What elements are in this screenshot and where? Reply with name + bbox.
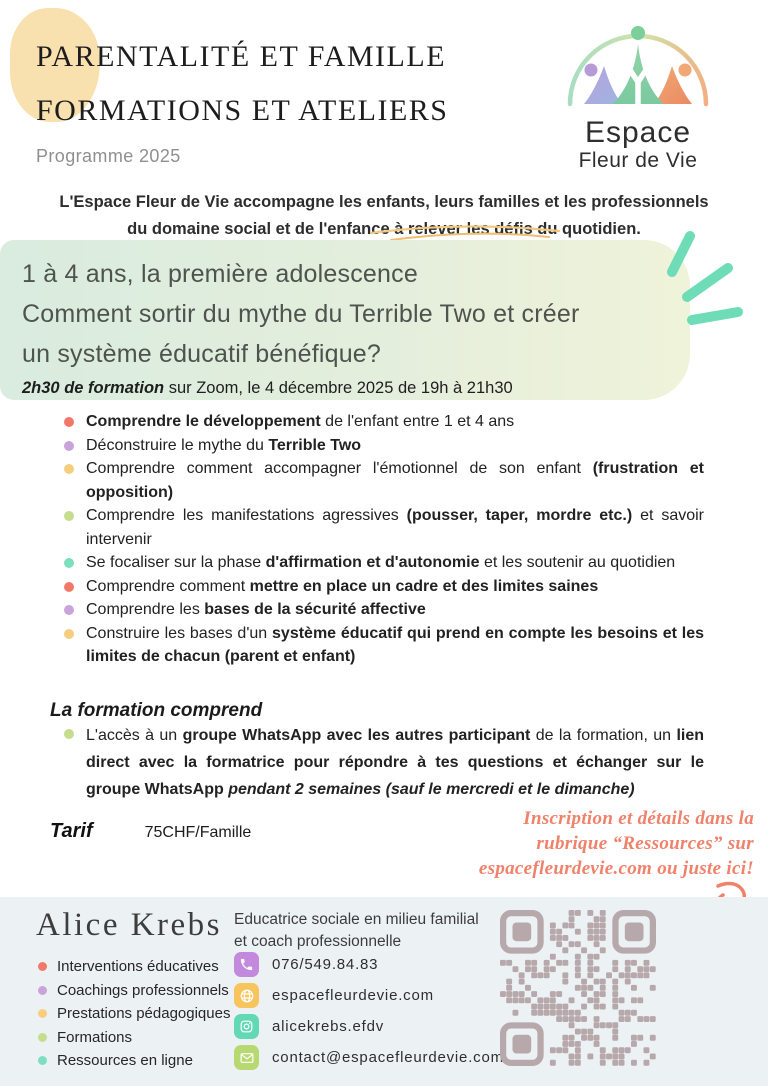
list-item xyxy=(64,598,704,622)
contact-text[interactable]: espacefleurdevie.com xyxy=(272,987,434,1004)
formation-heading: La formation comprend xyxy=(50,699,263,721)
author-role xyxy=(234,909,479,953)
text-segment: (pousser, taper, mordre etc.) xyxy=(406,507,633,524)
contact-row xyxy=(234,980,504,1011)
formation-list xyxy=(64,722,704,803)
text-segment: Comprendre comment accompagner l'émotionnel de son enfant xyxy=(86,460,593,477)
instagram-icon xyxy=(234,1014,259,1039)
services-list xyxy=(38,955,230,1073)
text-segment: Construire les bases d'un xyxy=(86,624,273,642)
course-schedule: sur Zoom, le 4 décembre 2025 de 19h à 21h30 xyxy=(164,379,513,397)
text-segment: Déconstruire le mythe du xyxy=(86,436,269,454)
tarif-value: 75CHF/Famille xyxy=(144,824,252,841)
course-duration: 2h30 de formation xyxy=(22,379,165,397)
page-title-line2: FORMATIONS ET ATELIERS xyxy=(36,94,449,127)
text-segment: et savoir intervenir xyxy=(86,507,704,548)
header xyxy=(36,30,448,167)
phone-icon xyxy=(234,952,259,977)
course-title xyxy=(22,254,612,374)
note-line2: rubrique “Ressources” sur xyxy=(536,833,754,854)
contact-text[interactable]: 076/549.84.83 xyxy=(272,956,379,973)
service-item xyxy=(38,979,230,1003)
tarif-row xyxy=(50,820,251,843)
text-segment: de la formation, un xyxy=(530,727,677,744)
bullet-dot xyxy=(64,511,74,521)
text-segment: pendant 2 semaines (sauf le mercredi et le dimanche) xyxy=(228,781,635,798)
text-segment: groupe WhatsApp avec les autres participant xyxy=(182,727,531,744)
text-segment: de l'enfant entre 1 et 4 ans xyxy=(320,413,515,430)
author-name: Alice Krebs xyxy=(36,907,223,943)
list-item xyxy=(64,434,704,458)
bullet-dot xyxy=(38,1033,47,1042)
bullet-dot xyxy=(64,582,74,592)
logo-text-espace: Espace xyxy=(584,116,692,149)
footer xyxy=(0,897,768,1086)
text-segment: et les soutenir au quotidien xyxy=(479,554,676,571)
inscription-note xyxy=(434,806,754,881)
intro-line1: L'Espace Fleur de Vie accompagne les enfants, leurs familles et les professionnels xyxy=(59,192,709,211)
role-line2: et coach professionnelle xyxy=(234,933,402,950)
service-item xyxy=(38,1002,230,1026)
bullet-dot xyxy=(38,1009,47,1018)
course-title-line2: Comment sortir du mythe du Terrible Two et créer un système éducatif bénéfique? xyxy=(22,300,580,368)
logo-icon xyxy=(560,14,716,110)
course-details xyxy=(22,379,612,398)
text-segment: lien direct avec la formatrice pour répondre à tes questions et échanger sur le groupe WhatsApp xyxy=(86,727,704,798)
text-segment: Comprendre comment xyxy=(86,577,250,595)
list-item xyxy=(64,622,704,669)
contact-row xyxy=(234,949,504,980)
list-item xyxy=(64,457,704,504)
service-label: Coachings professionnels xyxy=(57,981,229,999)
role-line1: Educatrice sociale en milieu familial xyxy=(234,911,479,928)
text-segment: mettre en place un cadre et des limites saines xyxy=(249,577,599,595)
list-item xyxy=(64,575,704,599)
text-segment: Comprendre les xyxy=(86,601,205,618)
objectives-list xyxy=(64,410,704,669)
qr-code[interactable] xyxy=(500,910,656,1066)
text-segment: (frustration et opposition) xyxy=(86,460,704,501)
text-segment: Terrible Two xyxy=(268,436,362,454)
bullet-dot xyxy=(64,417,74,427)
service-label: Formations xyxy=(57,1028,133,1046)
page-title-line1: PARENTALITÉ ET FAMILLE xyxy=(36,40,447,73)
contact-text[interactable]: contact@espacefleurdevie.com xyxy=(272,1049,504,1066)
course-box xyxy=(0,240,690,400)
tarif-label: Tarif xyxy=(50,820,93,842)
bullet-dot xyxy=(38,986,47,995)
service-item xyxy=(38,1049,230,1073)
logo xyxy=(560,14,716,173)
bullet-dot xyxy=(64,464,74,474)
list-item xyxy=(64,551,704,575)
list-item xyxy=(64,410,704,434)
note-line3: espacefleurdevie.com ou juste ici! xyxy=(478,858,754,879)
text-segment: Comprendre les manifestations agressives xyxy=(86,507,407,524)
service-item xyxy=(38,955,230,979)
contact-row xyxy=(234,1011,504,1042)
service-label: Prestations pédagogiques xyxy=(57,1005,231,1023)
service-label: Interventions éducatives xyxy=(57,958,219,976)
note-line1: Inscription et détails dans la xyxy=(523,808,754,829)
bullet-dot xyxy=(38,1056,47,1065)
bullet-dot xyxy=(64,605,74,615)
text-segment: d'affirmation et d'autonomie xyxy=(265,554,480,571)
text-segment: système éducatif qui prend en compte les besoins et les limites de chacun (parent et enfant) xyxy=(86,624,705,665)
list-item xyxy=(64,504,704,551)
contact-text[interactable]: alicekrebs.efdv xyxy=(272,1018,385,1035)
logo-text-fleur-de-vie: Fleur de Vie xyxy=(578,149,698,172)
text-segment: L'accès à un xyxy=(86,727,183,744)
list-item xyxy=(64,722,704,803)
bullet-dot xyxy=(64,441,74,451)
bullet-dot xyxy=(64,629,74,639)
bullet-dot xyxy=(64,558,74,568)
emphasis-strokes xyxy=(640,226,762,328)
text-segment: bases de la sécurité affective xyxy=(204,601,426,618)
bullet-dot xyxy=(64,729,74,739)
bullet-dot xyxy=(38,962,47,971)
course-title-line1: 1 à 4 ans, la première adolescence xyxy=(22,260,418,288)
programme-year: Programme 2025 xyxy=(36,146,181,166)
service-label: Ressources en ligne xyxy=(57,1052,193,1070)
text-segment: Comprendre le développement xyxy=(86,413,321,430)
text-segment: Se focaliser sur la phase xyxy=(86,554,266,571)
contact-row xyxy=(234,1042,504,1073)
email-icon xyxy=(234,1045,259,1070)
service-item xyxy=(38,1026,230,1050)
contacts-list xyxy=(234,949,504,1073)
globe-icon xyxy=(234,983,259,1008)
intro-line2: du domaine social et de l'enfance à relever les défis du quotidien. xyxy=(127,219,641,238)
